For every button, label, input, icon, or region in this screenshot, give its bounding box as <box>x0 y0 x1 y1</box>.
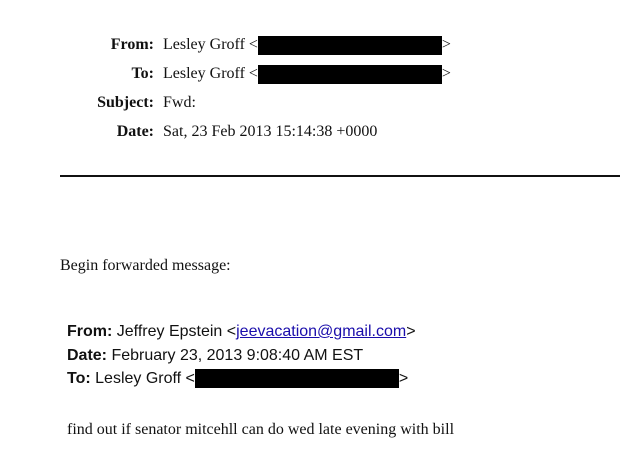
header-to-row <box>0 63 620 85</box>
message-body: find out if senator mitcehll can do wed late evening with bill <box>67 421 455 438</box>
header-date-value: Sat, 23 Feb 2013 15:14:38 +0000 <box>163 123 378 140</box>
forwarded-from-line <box>67 322 416 341</box>
header-to-value: Lesley Groff < <box>163 65 258 82</box>
header-date-row <box>0 121 620 143</box>
forwarded-date-label: Date: <box>67 347 108 364</box>
header-subject-label: Subject: <box>97 94 154 111</box>
forward-intro: Begin forwarded message: <box>60 257 231 274</box>
forwarded-from-suffix: > <box>406 323 416 340</box>
forwarded-to-label: To: <box>67 370 91 387</box>
redacted-email-block <box>195 369 399 388</box>
header-subject-value: Fwd: <box>163 94 196 111</box>
header-from-value: Lesley Groff < <box>163 36 258 53</box>
header-to-close: > <box>441 65 451 82</box>
forwarded-date-line <box>67 346 363 365</box>
forwarded-to-suffix: > <box>398 370 409 387</box>
forwarded-to-prefix: Lesley Groff < <box>95 370 195 387</box>
redacted-email-block <box>258 65 442 84</box>
header-subject-row <box>0 92 620 114</box>
header-from-row <box>0 34 620 56</box>
forwarded-from-label: From: <box>67 323 113 340</box>
header-divider <box>60 175 620 177</box>
forwarded-to-line <box>67 369 408 388</box>
header-to-label: To: <box>131 65 154 82</box>
header-from-close: > <box>441 36 451 53</box>
header-date-label: Date: <box>116 123 154 140</box>
forwarded-date-value: February 23, 2013 9:08:40 AM EST <box>111 347 364 364</box>
redacted-email-block <box>258 36 442 55</box>
header-from-label: From: <box>110 36 154 53</box>
forwarded-from-prefix: Jeffrey Epstein < <box>116 323 237 340</box>
sender-email-link[interactable]: jeevacation@gmail.com <box>236 323 407 340</box>
